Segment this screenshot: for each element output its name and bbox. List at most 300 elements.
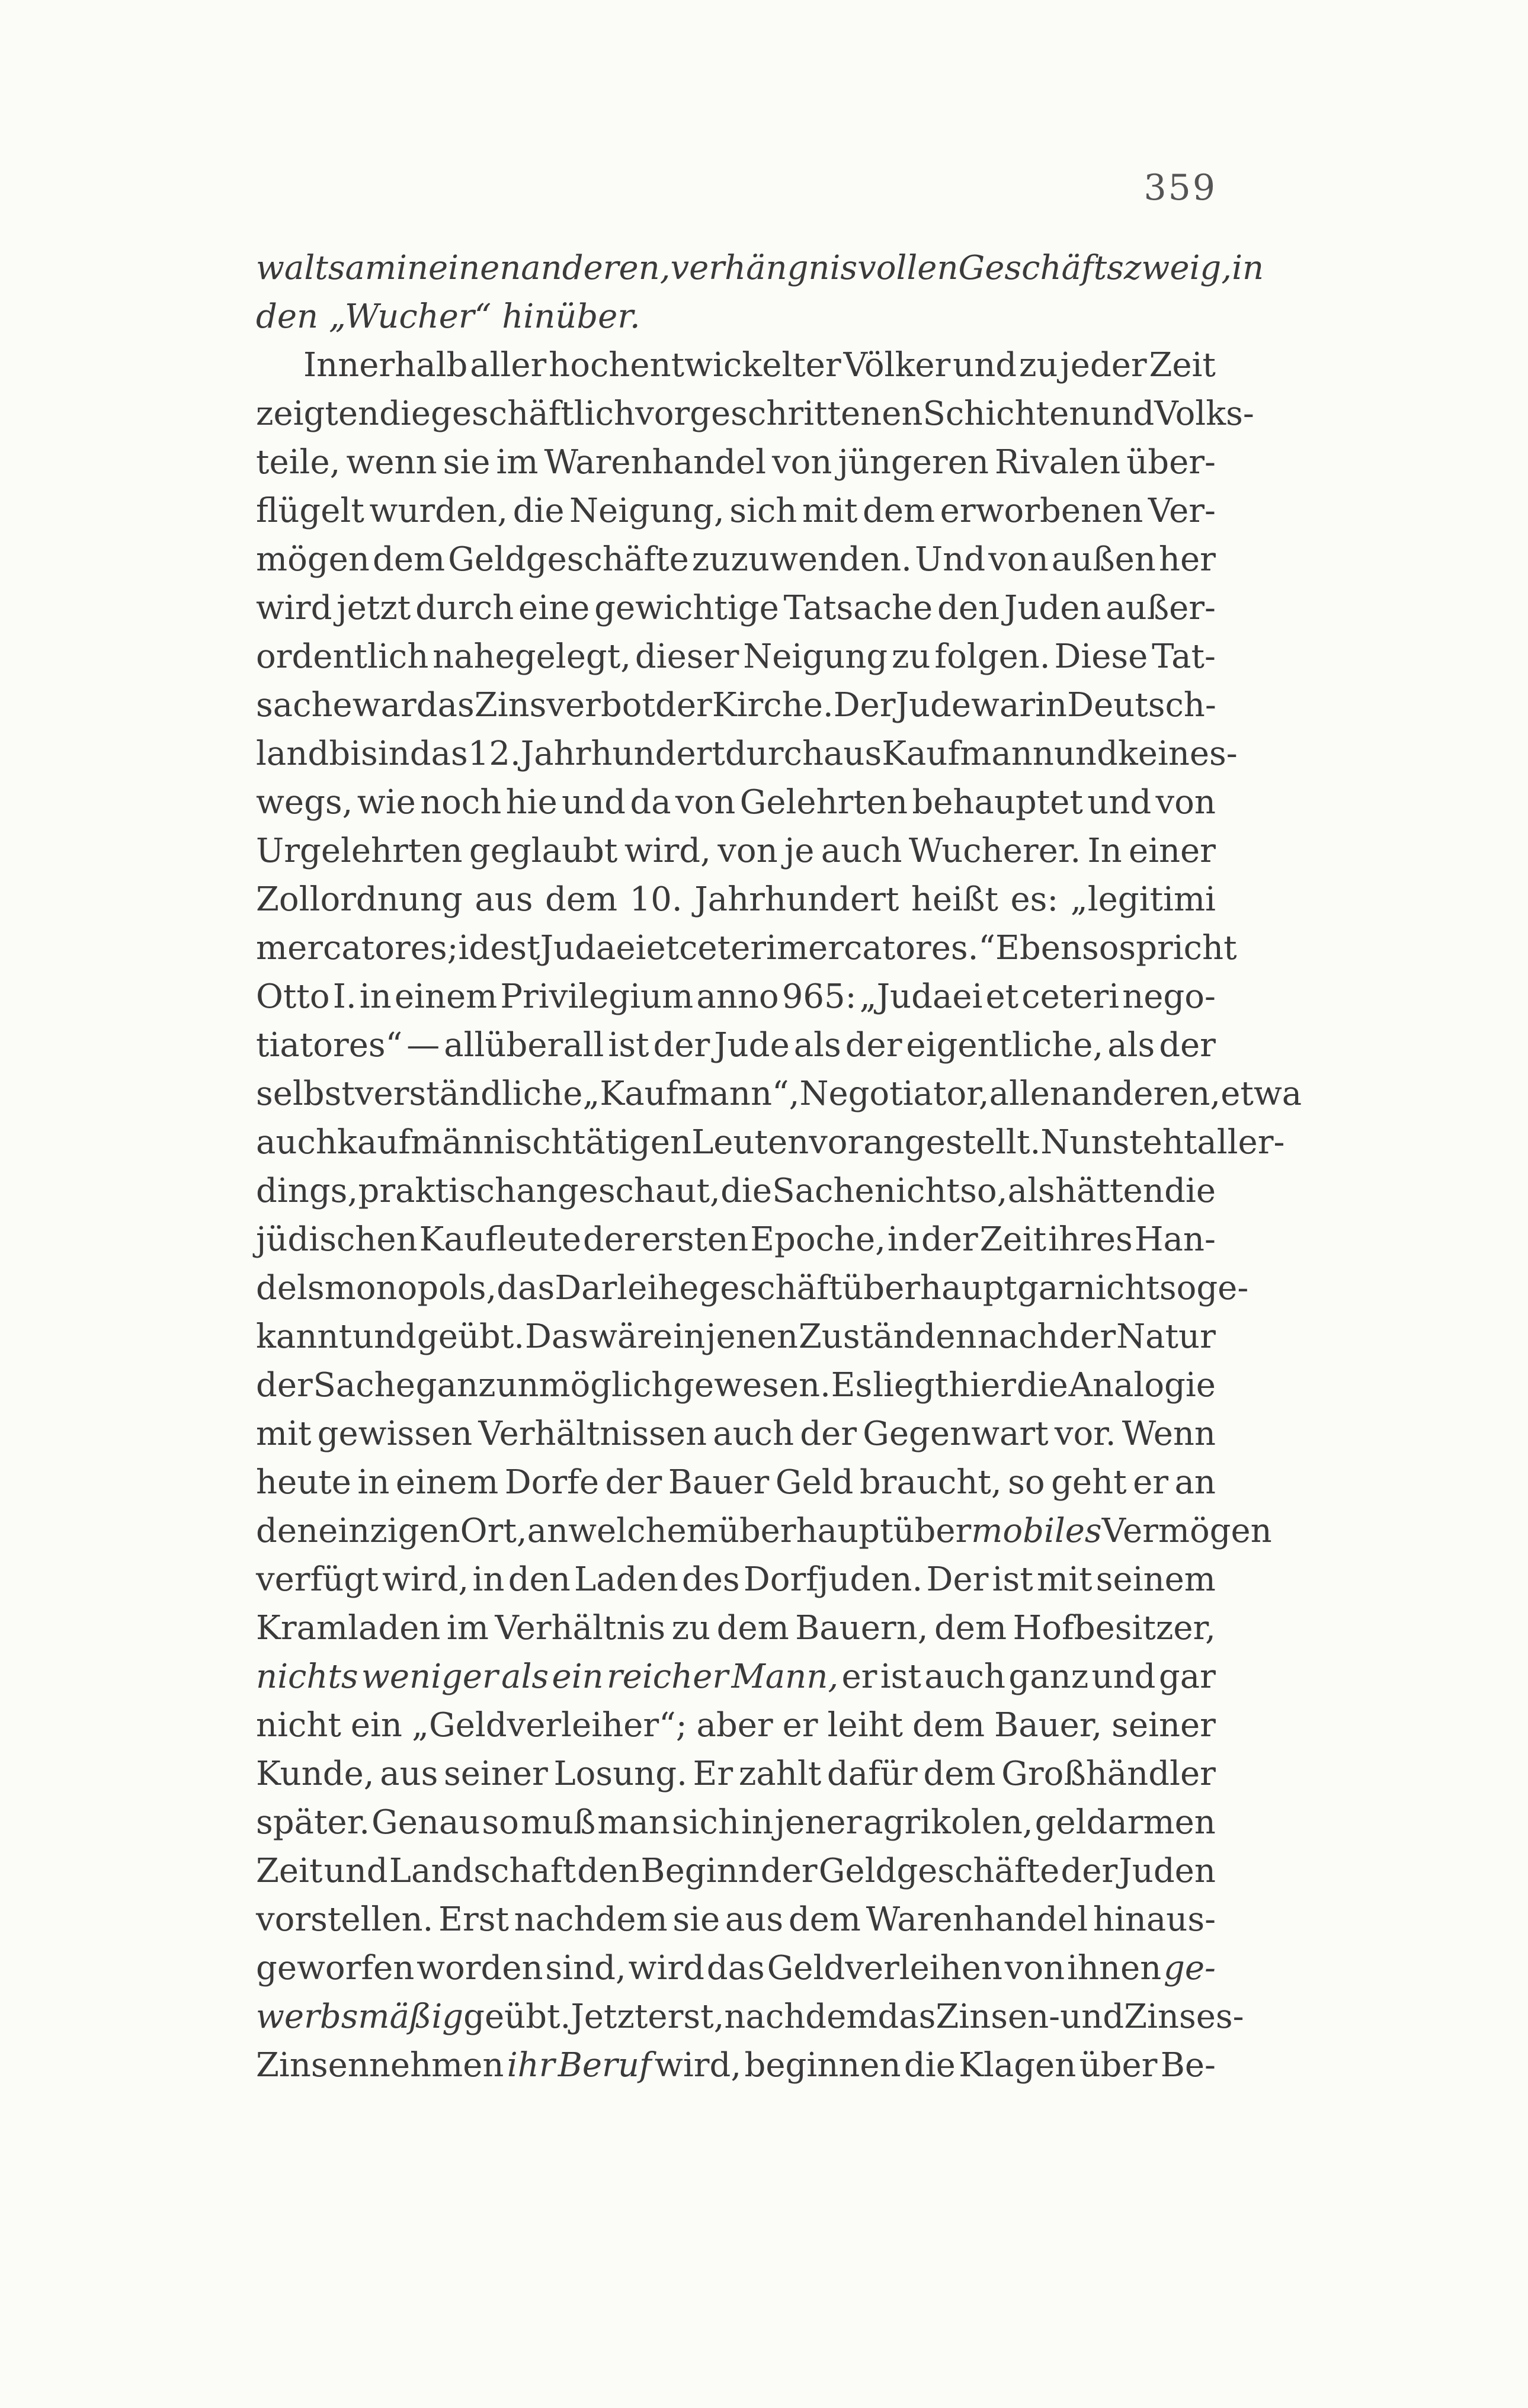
- word: aller-: [1197, 1123, 1285, 1162]
- word: und: [1053, 735, 1118, 773]
- word: dem: [788, 1900, 861, 1939]
- word: da: [630, 783, 671, 822]
- word: aber: [696, 1706, 773, 1745]
- text-line: [256, 1556, 1216, 1604]
- word: als: [793, 1026, 841, 1064]
- word: wegs,: [256, 783, 353, 822]
- word: aller: [470, 346, 547, 384]
- word: ist: [880, 1657, 921, 1696]
- word: vorangestellt.: [809, 1123, 1041, 1162]
- word: etwa: [1221, 1075, 1302, 1113]
- word: wird,: [382, 1560, 469, 1599]
- word: geschäftlich: [431, 395, 636, 433]
- word: keines-: [1117, 735, 1238, 773]
- text-line: [256, 438, 1216, 487]
- word: war: [352, 686, 417, 724]
- word: dem: [716, 1609, 789, 1647]
- word: der: [921, 1220, 978, 1259]
- word: gewissen: [317, 1415, 473, 1453]
- word: sich: [729, 492, 797, 530]
- word: einem: [394, 977, 498, 1016]
- word: gar: [1158, 1657, 1216, 1696]
- word: Der: [926, 1560, 989, 1599]
- word: selbstverständliche: [256, 1075, 583, 1113]
- text-line: [256, 924, 1237, 973]
- word: er: [841, 1657, 877, 1696]
- word: reicher: [606, 1657, 729, 1696]
- word: hie: [505, 783, 558, 822]
- text-line: [256, 293, 1216, 341]
- text-line: [256, 1410, 1216, 1458]
- text-line: [256, 973, 1216, 1021]
- text-line: [256, 1361, 1216, 1410]
- text-line: [256, 1653, 1216, 1701]
- word: über: [893, 1512, 972, 1550]
- word: Hofbesitzer,: [1013, 1609, 1216, 1647]
- word: zu: [891, 637, 931, 676]
- text-line: [256, 1216, 1216, 1264]
- word: das: [409, 735, 468, 773]
- word: geworfen: [256, 1949, 415, 1987]
- word: est: [490, 929, 540, 967]
- word: Schichten: [922, 395, 1091, 433]
- word: ganz: [1008, 1657, 1089, 1696]
- word: Geldverleihen: [767, 1949, 1002, 1987]
- word: Epoche,: [750, 1220, 886, 1259]
- word: Warenhandel: [544, 443, 766, 482]
- text-line: [256, 827, 1216, 876]
- word: Bauer,: [994, 1706, 1103, 1745]
- text-line: [256, 1313, 1216, 1361]
- word: delsmonopols,: [256, 1269, 497, 1307]
- word: ge-: [1164, 1949, 1216, 1987]
- word: gar: [1017, 1269, 1074, 1307]
- word: und: [953, 346, 1017, 384]
- word: liegt: [873, 1366, 949, 1405]
- word: so: [482, 1803, 519, 1842]
- word: spricht: [1119, 929, 1237, 967]
- word: Geldgeschäfte: [818, 1852, 1060, 1890]
- word: dem: [372, 540, 446, 579]
- word: Kaufleute: [419, 1220, 582, 1259]
- word: man: [597, 1803, 670, 1842]
- word: Tat-: [1152, 637, 1216, 676]
- word: Mann,: [731, 1657, 839, 1696]
- word: zahlt: [738, 1755, 822, 1793]
- word: In: [1087, 832, 1122, 870]
- word: an: [1174, 1463, 1216, 1502]
- word: Beruf: [558, 2046, 652, 2085]
- text-line: [256, 341, 1216, 390]
- word: ersten: [641, 1220, 749, 1259]
- word: dafür: [827, 1755, 918, 1793]
- word: der: [1059, 1317, 1116, 1356]
- word: Bauer: [668, 1463, 770, 1502]
- word: einen: [428, 249, 521, 287]
- word: Verhältnissen: [478, 1415, 707, 1453]
- word: Privilegium: [500, 977, 694, 1016]
- word: id: [458, 929, 491, 967]
- word: in: [1232, 249, 1264, 287]
- text-line: [256, 1604, 1216, 1653]
- word: gewesen.: [673, 1366, 831, 1405]
- word: das: [416, 686, 475, 724]
- word: leiht: [827, 1706, 904, 1745]
- word: ge-: [1196, 1269, 1249, 1307]
- word: wird,: [624, 832, 711, 870]
- word: den: [256, 297, 319, 336]
- word: Beginn: [640, 1852, 760, 1890]
- word: ist: [608, 1026, 649, 1064]
- word: Zollordnung: [256, 880, 463, 919]
- word: Sache: [772, 1172, 874, 1210]
- word: von: [988, 540, 1049, 579]
- word: außer-: [1106, 589, 1216, 627]
- text-line: [256, 730, 1238, 778]
- word: Juden: [1004, 589, 1101, 627]
- word: erworbenen: [940, 492, 1143, 530]
- word: seiner: [444, 1755, 548, 1793]
- word: „Kaufmann“,: [582, 1075, 800, 1113]
- body-text: [256, 244, 1302, 2090]
- word: außen: [1051, 540, 1156, 579]
- word: 965:: [781, 977, 857, 1016]
- word: Losung.: [553, 1755, 687, 1793]
- word: 12.: [467, 735, 521, 773]
- word: dem: [923, 1755, 996, 1793]
- word: ein: [552, 1657, 604, 1696]
- word: mit: [1037, 1560, 1093, 1599]
- word: in: [673, 1317, 706, 1356]
- word: als: [501, 1657, 549, 1696]
- word: Klagen: [959, 2046, 1077, 2085]
- word: mit: [802, 492, 858, 530]
- word: Laden: [574, 1560, 678, 1599]
- word: Warenhandel: [866, 1900, 1088, 1939]
- word: die: [1164, 1172, 1216, 1210]
- word: vorgeschrittenen: [635, 395, 923, 433]
- word: Ebenso: [995, 929, 1119, 967]
- word: dings,: [256, 1172, 358, 1210]
- word: „Wucher“: [328, 297, 492, 336]
- word: und: [352, 1317, 417, 1356]
- word: jeder: [1060, 346, 1147, 384]
- word: jenen: [706, 1317, 798, 1356]
- word: den: [256, 1512, 319, 1550]
- word: eigentliche,: [906, 1026, 1104, 1064]
- word: sie: [443, 443, 491, 482]
- word: nicht: [1074, 1269, 1159, 1307]
- word: Analogie: [1068, 1366, 1216, 1405]
- word: tätigen: [572, 1123, 692, 1162]
- word: geübt.: [417, 1317, 525, 1356]
- word: Geschäftszweig,: [958, 249, 1232, 287]
- word: dem: [863, 492, 936, 530]
- text-line: [256, 1118, 1285, 1167]
- word: Deutsch-: [1067, 686, 1216, 724]
- word: mobiles: [971, 1512, 1102, 1550]
- word: hinaus-: [1093, 1900, 1216, 1939]
- word: der: [800, 1415, 857, 1453]
- word: Jude: [714, 1026, 790, 1064]
- word: land: [256, 735, 329, 773]
- word: Zinsverbot: [474, 686, 656, 724]
- word: ordentlich: [256, 637, 429, 676]
- word: so: [1008, 1463, 1045, 1502]
- word: Zeit: [256, 1852, 323, 1890]
- word: Neigung: [743, 637, 888, 676]
- word: so,: [960, 1172, 1008, 1210]
- word: Jahrhundert: [694, 880, 899, 919]
- word: Rivalen: [994, 443, 1121, 482]
- word: Zinses-: [1124, 1997, 1244, 2036]
- word: er: [1133, 1463, 1169, 1502]
- word: weniger: [361, 1657, 498, 1696]
- word: Das: [525, 1317, 589, 1356]
- word: ein: [350, 1706, 402, 1745]
- word: einzigen: [318, 1512, 460, 1550]
- word: aus: [475, 880, 533, 919]
- word: sie: [672, 1900, 720, 1939]
- word: Kunde,: [256, 1755, 374, 1793]
- text-line: [256, 1701, 1216, 1750]
- word: überhaupt: [717, 1512, 893, 1550]
- word: über: [1079, 2046, 1158, 2085]
- word: wie: [357, 783, 416, 822]
- word: auch: [713, 1415, 795, 1453]
- word: seinem: [1095, 1560, 1216, 1599]
- word: hätten: [1055, 1172, 1164, 1210]
- word: sich: [671, 1803, 739, 1842]
- text-line: [256, 1944, 1216, 1993]
- word: der: [760, 1852, 818, 1890]
- word: werbsmäßig: [256, 1997, 464, 2036]
- text-line: [256, 1167, 1216, 1216]
- word: ganz: [415, 1366, 496, 1405]
- word: der: [653, 1026, 710, 1064]
- word: nego-: [1122, 977, 1216, 1016]
- text-line: [256, 390, 1254, 438]
- word: „Geldverleiher“;: [411, 1706, 687, 1745]
- text-line: [256, 1750, 1216, 1798]
- word: geübt.: [463, 1997, 571, 2036]
- word: einer: [1128, 832, 1216, 870]
- word: hier: [949, 1366, 1017, 1405]
- word: einem: [395, 1463, 499, 1502]
- text-line: [256, 536, 1216, 584]
- word: Zinsen-: [936, 1997, 1061, 2036]
- word: über-: [1126, 443, 1216, 482]
- word: die: [720, 1172, 772, 1210]
- word: Genau: [371, 1803, 480, 1842]
- word: Innerhalb: [303, 346, 468, 384]
- word: heute: [256, 1463, 351, 1502]
- word: von: [675, 783, 736, 822]
- word: nicht: [874, 1172, 960, 1210]
- word: das: [496, 1269, 555, 1307]
- word: Volks-: [1154, 395, 1254, 433]
- word: Der: [833, 686, 896, 724]
- word: zuzuwenden.: [691, 540, 912, 579]
- word: Juden: [1119, 1852, 1216, 1890]
- word: allüberall: [444, 1026, 604, 1064]
- word: von: [1155, 783, 1216, 822]
- word: war: [971, 686, 1036, 724]
- word: 10.: [629, 880, 683, 919]
- word: an: [527, 1512, 569, 1550]
- word: Dorfe: [504, 1463, 599, 1502]
- word: und: [323, 1852, 388, 1890]
- word: zeigten: [256, 395, 380, 433]
- word: ceteri: [1021, 977, 1120, 1016]
- word: Gelehrten: [739, 783, 908, 822]
- word: heißt: [911, 880, 998, 919]
- word: Es: [831, 1366, 873, 1405]
- word: braucht,: [859, 1463, 1002, 1502]
- word: Urgelehrten: [256, 832, 463, 870]
- word: und: [562, 783, 626, 822]
- word: und: [1060, 1997, 1125, 2036]
- word: der: [605, 1463, 662, 1502]
- word: jüngeren: [838, 443, 989, 482]
- text-line: [256, 1507, 1272, 1556]
- word: mögen: [256, 540, 370, 579]
- word: dieser: [635, 637, 739, 676]
- text-line: [256, 876, 1216, 924]
- word: den: [577, 1852, 640, 1890]
- word: Jetzt: [571, 1997, 648, 2036]
- word: aus: [725, 1900, 784, 1939]
- word: wird,: [654, 2046, 742, 2085]
- word: vor.: [1054, 1415, 1116, 1453]
- word: her: [1158, 540, 1216, 579]
- word: geht: [1051, 1463, 1127, 1502]
- word: der: [845, 1026, 902, 1064]
- text-line: [256, 1993, 1244, 2041]
- text-line: [256, 2041, 1216, 2090]
- word: Wenn: [1122, 1415, 1216, 1453]
- word: Kaufmann: [882, 735, 1054, 773]
- word: in: [357, 1463, 390, 1502]
- word: et: [646, 929, 680, 967]
- word: tiatores“: [256, 1026, 403, 1064]
- word: verfügt: [256, 1560, 379, 1599]
- word: anderen,: [521, 249, 671, 287]
- word: und: [1087, 783, 1152, 822]
- word: Leuten: [691, 1123, 809, 1162]
- word: nachdem: [514, 1900, 668, 1939]
- word: Verhältnis: [495, 1609, 666, 1647]
- word: in: [1035, 686, 1068, 724]
- word: nachdem: [724, 1997, 878, 2036]
- word: Zeit: [979, 1220, 1047, 1259]
- word: auch: [256, 1123, 337, 1162]
- word: eine: [518, 589, 590, 627]
- word: Zinsennehmen: [256, 2046, 504, 2085]
- word: Ort,: [460, 1512, 527, 1550]
- word: angeschaut,: [516, 1172, 720, 1210]
- word: des: [681, 1560, 740, 1599]
- word: mercatores;: [256, 929, 459, 967]
- text-line: [256, 1264, 1249, 1313]
- word: kaufmännisch: [337, 1123, 572, 1162]
- word: der: [1159, 1026, 1216, 1064]
- word: Dorfjuden.: [743, 1560, 923, 1599]
- word: jener: [774, 1803, 862, 1842]
- text-line: [256, 487, 1216, 536]
- word: muß: [520, 1803, 596, 1842]
- word: Bauern,: [795, 1609, 928, 1647]
- word: auch: [821, 832, 902, 870]
- word: ihr: [507, 2046, 555, 2085]
- word: Kirche.: [712, 686, 834, 724]
- word: hinüber.: [502, 297, 640, 336]
- word: Otto: [256, 977, 330, 1016]
- word: —: [406, 1026, 440, 1064]
- word: das: [877, 1997, 936, 2036]
- word: praktisch: [358, 1172, 517, 1210]
- word: nichts: [256, 1657, 358, 1696]
- word: und: [1090, 395, 1155, 433]
- word: die: [1016, 1366, 1068, 1405]
- word: Geldgeschäfte: [448, 540, 689, 579]
- word: ihres: [1048, 1220, 1133, 1259]
- word: jüdischen: [256, 1220, 418, 1259]
- word: von: [772, 443, 832, 482]
- word: Nun: [1040, 1123, 1113, 1162]
- word: Jude: [895, 686, 972, 724]
- word: Han-: [1134, 1220, 1216, 1259]
- word: noch: [420, 783, 502, 822]
- word: in: [472, 1560, 505, 1599]
- text-line: [256, 1070, 1302, 1118]
- word: agrikolen,: [863, 1803, 1033, 1842]
- word: die: [379, 395, 431, 433]
- text-line: [256, 1458, 1216, 1507]
- word: die: [512, 492, 565, 530]
- word: Zuständen: [798, 1317, 977, 1356]
- word: Erst: [438, 1900, 509, 1939]
- word: bis: [329, 735, 378, 773]
- text-line: [256, 1798, 1216, 1847]
- word: als: [1107, 1026, 1155, 1064]
- word: kannt: [256, 1317, 352, 1356]
- word: Kramladen: [256, 1609, 441, 1647]
- word: steht: [1112, 1123, 1197, 1162]
- word: I.: [332, 977, 357, 1016]
- word: den: [508, 1560, 571, 1599]
- word: dem: [545, 880, 618, 919]
- word: anderen,: [1071, 1075, 1221, 1113]
- word: in: [359, 977, 392, 1016]
- word: wird: [256, 589, 332, 627]
- word: Ver-: [1148, 492, 1216, 530]
- word: der: [1061, 1852, 1118, 1890]
- word: in: [741, 1803, 773, 1842]
- word: im: [446, 1609, 489, 1647]
- word: so: [1159, 1269, 1197, 1307]
- word: Er: [693, 1755, 733, 1793]
- word: durchaus: [725, 735, 882, 773]
- word: ist: [992, 1560, 1033, 1599]
- word: vorstellen.: [256, 1900, 434, 1939]
- word: Großhändler: [1001, 1755, 1216, 1793]
- word: Be-: [1160, 2046, 1216, 2085]
- word: mit: [256, 1415, 312, 1453]
- word: durch: [415, 589, 514, 627]
- text-line: [256, 244, 1264, 293]
- text-line: [256, 584, 1216, 633]
